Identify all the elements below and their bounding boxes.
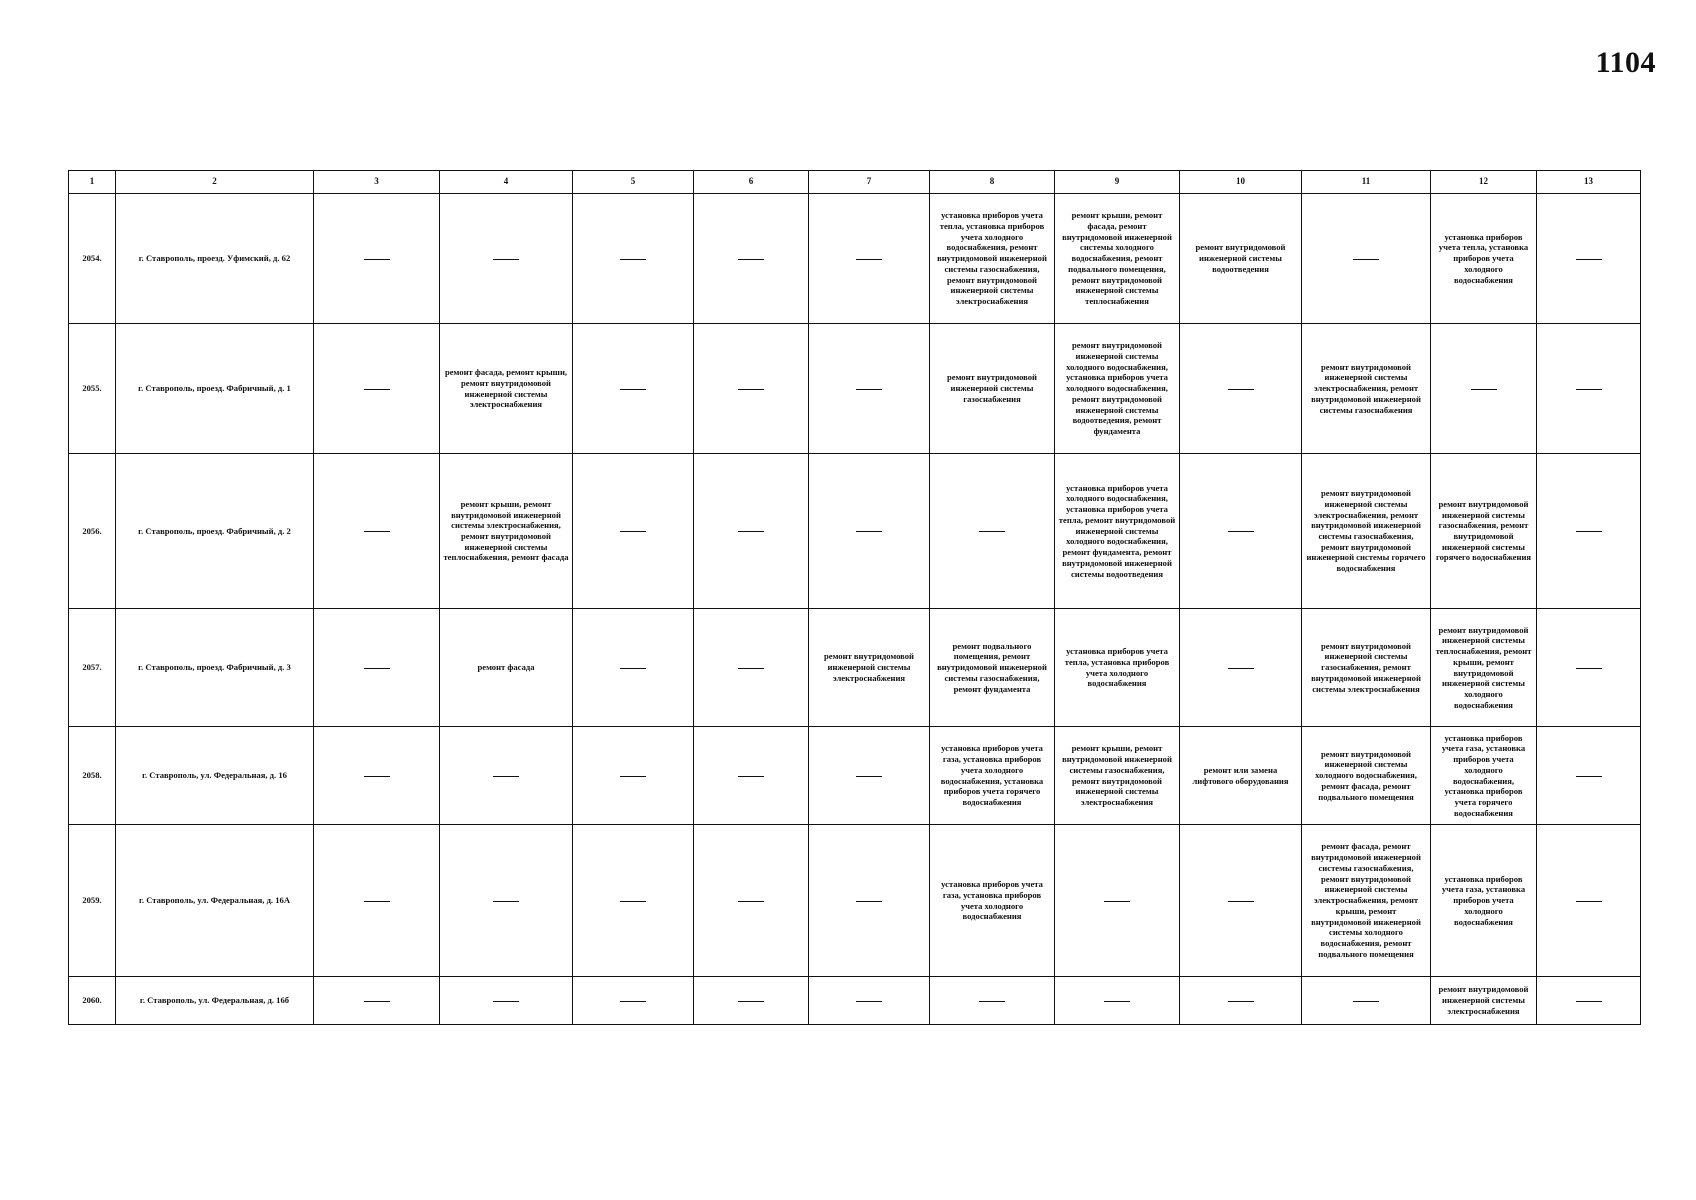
- address-cell: г. Ставрополь, проезд. Уфимский, д. 62: [116, 194, 314, 324]
- empty-dash-cell: [809, 454, 930, 609]
- work-type-text: ремонт фасада: [477, 662, 535, 673]
- dash-mark: [738, 389, 764, 390]
- work-type-cell: [440, 454, 573, 609]
- empty-dash-cell: [1302, 194, 1431, 324]
- work-type-text: установка приборов учета газа, установка приборов учета холодного водоснабжения, установка приборов учета горячего водоснабжения: [1441, 732, 1526, 818]
- table-row: [69, 324, 1641, 454]
- empty-dash-cell: [573, 194, 694, 324]
- row-number: 2057.: [69, 609, 116, 727]
- work-type-cell: [1431, 194, 1537, 324]
- empty-dash-cell: [1537, 825, 1641, 977]
- dash-mark: [1576, 776, 1602, 777]
- address-cell: г. Ставрополь, проезд. Фабричный, д. 1: [116, 324, 314, 454]
- empty-dash-cell: [809, 727, 930, 825]
- work-type-cell: [930, 727, 1055, 825]
- dash-mark: [738, 531, 764, 532]
- empty-dash-cell: [573, 454, 694, 609]
- work-type-text: ремонт внутридомовой инженерной системы газоснабжения, ремонт внутридомовой инженерной системы электроснабжения: [1311, 640, 1421, 694]
- row-number: 2058.: [69, 727, 116, 825]
- dash-mark: [856, 1001, 882, 1002]
- table-body: [69, 194, 1641, 1025]
- empty-dash-cell: [694, 324, 809, 454]
- empty-dash-cell: [573, 324, 694, 454]
- empty-dash-cell: [694, 194, 809, 324]
- dash-mark: [620, 668, 646, 669]
- empty-dash-cell: [314, 727, 440, 825]
- empty-dash-cell: [573, 727, 694, 825]
- work-type-text: установка приборов учета газа, установка приборов учета холодного водоснабжения, установка приборов учета горячего водоснабжения: [940, 743, 1044, 807]
- dash-mark: [1471, 389, 1497, 390]
- work-type-text: ремонт крыши, ремонт фасада, ремонт внутридомовой инженерной системы холодного водоснабжения, ремонт подвального помещения, ремонт внутридомовой инженерной системы теплоснабжения: [1062, 210, 1172, 307]
- work-type-cell: [1055, 324, 1180, 454]
- empty-dash-cell: [440, 977, 573, 1025]
- dash-mark: [1228, 901, 1254, 902]
- dash-mark: [1228, 668, 1254, 669]
- empty-dash-cell: [1180, 324, 1302, 454]
- dash-mark: [856, 776, 882, 777]
- work-type-text: установка приборов учета газа, установка приборов учета холодного водоснабжения: [1441, 873, 1526, 927]
- empty-dash-cell: [694, 454, 809, 609]
- work-type-text: ремонт внутридомовой инженерной системы электроснабжения: [1438, 984, 1529, 1016]
- empty-dash-cell: [314, 324, 440, 454]
- work-type-cell: [1055, 454, 1180, 609]
- dash-mark: [364, 389, 390, 390]
- empty-dash-cell: [573, 977, 694, 1025]
- empty-dash-cell: [314, 454, 440, 609]
- empty-dash-cell: [440, 727, 573, 825]
- work-type-text: ремонт внутридомовой инженерной системы холодного водоснабжения, установка приборов учета холодного водоснабжения, ремонт внутридомовой инженерной системы водоотведения, ремонт фундамента: [1066, 340, 1168, 437]
- work-type-text: ремонт фасада, ремонт крыши, ремонт внутридомовой инженерной системы электроснабжения: [444, 367, 568, 410]
- empty-dash-cell: [809, 977, 930, 1025]
- empty-dash-cell: [930, 977, 1055, 1025]
- dash-mark: [620, 389, 646, 390]
- work-type-cell: [1055, 609, 1180, 727]
- dash-mark: [620, 776, 646, 777]
- column-header-9: 9: [1055, 171, 1180, 194]
- empty-dash-cell: [1180, 825, 1302, 977]
- work-type-text: установка приборов учета тепла, установка приборов учета холодного водоснабжения, ремонт внутридомовой инженерной системы газоснабжения, ремонт внутридомовой инженерной системы электроснабжения: [937, 210, 1047, 307]
- work-type-text: ремонт внутридомовой инженерной системы холодного водоснабжения, ремонт фасада, ремонт подвального помещения: [1315, 748, 1417, 802]
- column-header-3: 3: [314, 171, 440, 194]
- empty-dash-cell: [809, 324, 930, 454]
- dash-mark: [979, 1001, 1005, 1002]
- empty-dash-cell: [694, 977, 809, 1025]
- dash-mark: [856, 259, 882, 260]
- column-header-4: 4: [440, 171, 573, 194]
- work-type-cell: [1302, 609, 1431, 727]
- dash-mark: [493, 259, 519, 260]
- dash-mark: [738, 1001, 764, 1002]
- empty-dash-cell: [314, 977, 440, 1025]
- address-cell: г. Ставрополь, ул. Федеральная, д. 16А: [116, 825, 314, 977]
- row-number: 2060.: [69, 977, 116, 1025]
- work-type-text: ремонт крыши, ремонт внутридомовой инженерной системы газоснабжения, ремонт внутридомовой инженерной системы электроснабжения: [1062, 743, 1172, 807]
- dash-mark: [1353, 259, 1379, 260]
- dash-mark: [856, 901, 882, 902]
- empty-dash-cell: [694, 727, 809, 825]
- work-type-cell: [1431, 454, 1537, 609]
- work-type-cell: [440, 324, 573, 454]
- work-type-cell: [1431, 977, 1537, 1025]
- header-row: [69, 171, 1641, 194]
- dash-mark: [493, 1001, 519, 1002]
- dash-mark: [1576, 531, 1602, 532]
- dash-mark: [620, 259, 646, 260]
- column-header-13: 13: [1537, 171, 1641, 194]
- work-type-text: ремонт внутридомовой инженерной системы теплоснабжения, ремонт крыши, ремонт внутридомовой инженерной системы холодного водоснабжения: [1435, 624, 1532, 710]
- dash-mark: [1576, 668, 1602, 669]
- work-type-text: ремонт внутридомовой инженерной системы электроснабжения: [823, 651, 915, 683]
- dash-mark: [1228, 389, 1254, 390]
- work-type-text: ремонт внутридомовой инженерной системы газоснабжения, ремонт внутридомовой инженерной системы горячего водоснабжения: [1435, 498, 1532, 563]
- work-type-text: установка приборов учета газа, установка приборов учета холодного водоснабжения: [941, 879, 1043, 922]
- empty-dash-cell: [1537, 609, 1641, 727]
- work-type-cell: [1302, 454, 1431, 609]
- repair-schedule-table: [68, 170, 1641, 1025]
- dash-mark: [1228, 1001, 1254, 1002]
- dash-mark: [738, 776, 764, 777]
- empty-dash-cell: [314, 825, 440, 977]
- page-number: 1104: [1595, 46, 1656, 79]
- empty-dash-cell: [1537, 727, 1641, 825]
- row-number: 2056.: [69, 454, 116, 609]
- dash-mark: [364, 531, 390, 532]
- work-type-text: ремонт внутридомовой инженерной системы электроснабжения, ремонт внутридомовой инженерной системы газоснабжения, ремонт внутридомовой инженерной системы горячего водоснабжения: [1306, 488, 1426, 574]
- dash-mark: [738, 901, 764, 902]
- empty-dash-cell: [573, 609, 694, 727]
- dash-mark: [493, 776, 519, 777]
- dash-mark: [364, 1001, 390, 1002]
- dash-mark: [364, 901, 390, 902]
- work-type-cell: [1055, 727, 1180, 825]
- column-header-2: 2: [116, 171, 314, 194]
- dash-mark: [620, 1001, 646, 1002]
- work-type-cell: [930, 609, 1055, 727]
- work-type-text: ремонт крыши, ремонт внутридомовой инженерной системы электроснабжения, ремонт внутридомовой инженерной системы теплоснабжения, ремонт фасада: [443, 498, 569, 563]
- work-type-cell: [1055, 194, 1180, 324]
- dash-mark: [364, 668, 390, 669]
- work-type-cell: [809, 609, 930, 727]
- empty-dash-cell: [809, 825, 930, 977]
- empty-dash-cell: [694, 609, 809, 727]
- table-row: [69, 194, 1641, 324]
- empty-dash-cell: [440, 194, 573, 324]
- work-type-cell: [930, 324, 1055, 454]
- dash-mark: [1104, 1001, 1130, 1002]
- empty-dash-cell: [314, 609, 440, 727]
- empty-dash-cell: [1055, 977, 1180, 1025]
- work-type-cell: [1302, 825, 1431, 977]
- dash-mark: [1228, 531, 1254, 532]
- column-header-11: 11: [1302, 171, 1431, 194]
- empty-dash-cell: [694, 825, 809, 977]
- work-type-text: ремонт подвального помещения, ремонт внутридомовой инженерной системы газоснабжения, ремонт фундамента: [937, 640, 1047, 694]
- dash-mark: [979, 531, 1005, 532]
- row-number: 2054.: [69, 194, 116, 324]
- dash-mark: [364, 259, 390, 260]
- empty-dash-cell: [1180, 977, 1302, 1025]
- empty-dash-cell: [440, 825, 573, 977]
- empty-dash-cell: [1302, 977, 1431, 1025]
- empty-dash-cell: [1431, 324, 1537, 454]
- dash-mark: [856, 531, 882, 532]
- dash-mark: [493, 901, 519, 902]
- work-type-cell: [1180, 727, 1302, 825]
- column-header-12: 12: [1431, 171, 1537, 194]
- empty-dash-cell: [573, 825, 694, 977]
- column-header-1: 1: [69, 171, 116, 194]
- row-number: 2059.: [69, 825, 116, 977]
- empty-dash-cell: [1537, 977, 1641, 1025]
- empty-dash-cell: [930, 454, 1055, 609]
- work-type-text: ремонт или замена лифтового оборудования: [1192, 764, 1289, 786]
- empty-dash-cell: [1537, 324, 1641, 454]
- empty-dash-cell: [1055, 825, 1180, 977]
- work-type-cell: [1302, 727, 1431, 825]
- work-type-cell: [930, 825, 1055, 977]
- work-type-text: установка приборов учета холодного водоснабжения, установка приборов учета тепла, ремонт внутридомовой инженерной системы холодного водоснабжения, ремонт фундамента, ремонт внутридомовой инженерной системы водоотведения: [1058, 482, 1176, 579]
- dash-mark: [1576, 1001, 1602, 1002]
- dash-mark: [1576, 901, 1602, 902]
- column-header-10: 10: [1180, 171, 1302, 194]
- dash-mark: [1104, 901, 1130, 902]
- table-row: [69, 825, 1641, 977]
- dash-mark: [620, 901, 646, 902]
- work-type-text: ремонт внутридомовой инженерной системы водоотведения: [1195, 242, 1286, 274]
- column-header-8: 8: [930, 171, 1055, 194]
- empty-dash-cell: [1180, 454, 1302, 609]
- work-type-cell: [1431, 609, 1537, 727]
- dash-mark: [856, 389, 882, 390]
- work-type-text: установка приборов учета тепла, установка приборов учета холодного водоснабжения: [1438, 231, 1529, 285]
- work-type-text: установка приборов учета тепла, установка приборов учета холодного водоснабжения: [1064, 646, 1170, 689]
- work-type-cell: [1431, 825, 1537, 977]
- column-header-7: 7: [809, 171, 930, 194]
- work-type-text: ремонт внутридомовой инженерной системы электроснабжения, ремонт внутридомовой инженерной системы газоснабжения: [1311, 361, 1421, 415]
- work-type-cell: [930, 194, 1055, 324]
- work-type-cell: [440, 609, 573, 727]
- empty-dash-cell: [1180, 609, 1302, 727]
- dash-mark: [364, 776, 390, 777]
- address-cell: г. Ставрополь, проезд. Фабричный, д. 2: [116, 454, 314, 609]
- table-row: [69, 977, 1641, 1025]
- table-row: [69, 727, 1641, 825]
- column-header-5: 5: [573, 171, 694, 194]
- work-type-cell: [1431, 727, 1537, 825]
- work-type-text: ремонт внутридомовой инженерной системы газоснабжения: [946, 372, 1038, 404]
- empty-dash-cell: [1537, 454, 1641, 609]
- dash-mark: [1353, 1001, 1379, 1002]
- dash-mark: [1576, 259, 1602, 260]
- dash-mark: [620, 531, 646, 532]
- dash-mark: [738, 259, 764, 260]
- empty-dash-cell: [314, 194, 440, 324]
- column-header-6: 6: [694, 171, 809, 194]
- work-type-cell: [1302, 324, 1431, 454]
- work-type-cell: [1180, 194, 1302, 324]
- row-number: 2055.: [69, 324, 116, 454]
- table-row: [69, 454, 1641, 609]
- address-cell: г. Ставрополь, проезд. Фабричный, д. 3: [116, 609, 314, 727]
- work-type-text: ремонт фасада, ремонт внутридомовой инженерной системы газоснабжения, ремонт внутридомовой инженерной системы электроснабжения, ремонт крыши, ремонт внутридомовой инженерной системы холодного водоснабжения, ремонт подвального помещения: [1311, 841, 1421, 959]
- address-cell: г. Ставрополь, ул. Федеральная, д. 16: [116, 727, 314, 825]
- empty-dash-cell: [809, 194, 930, 324]
- address-cell: г. Ставрополь, ул. Федеральная, д. 16б: [116, 977, 314, 1025]
- dash-mark: [738, 668, 764, 669]
- empty-dash-cell: [1537, 194, 1641, 324]
- dash-mark: [1576, 389, 1602, 390]
- table-row: [69, 609, 1641, 727]
